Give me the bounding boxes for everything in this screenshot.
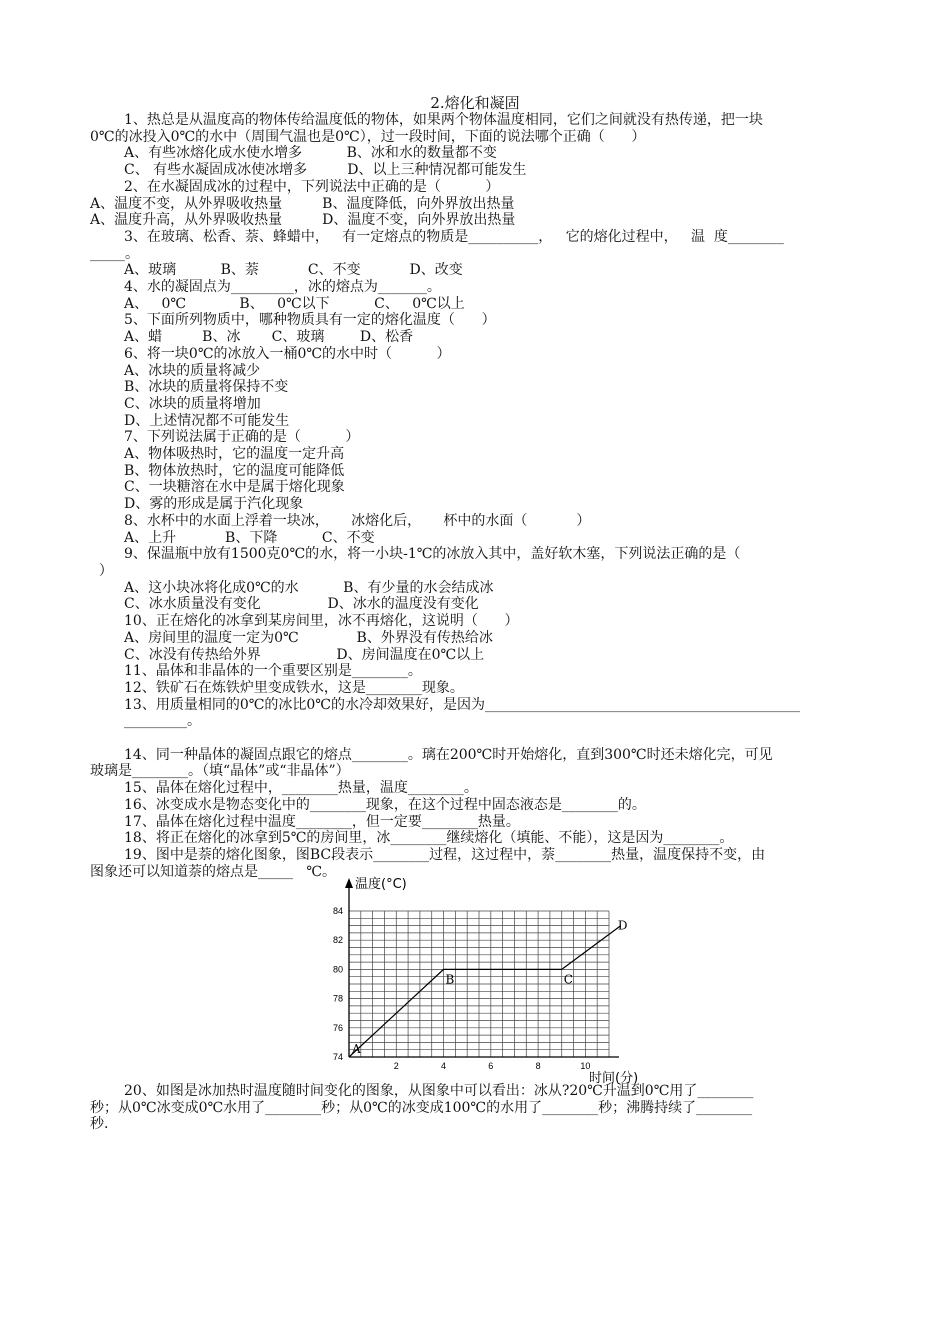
text-line: C、 有些水凝固成冰使冰增多 D、以上三种情况都可能发生: [124, 162, 527, 179]
x-tick-label: 10: [580, 1061, 591, 1071]
text-line: 玻璃是________。（填“晶体”或“非晶体”）: [90, 763, 350, 780]
page-title: 2.熔化和凝固: [430, 94, 520, 112]
question-20: [90, 1083, 860, 1133]
x-tick-label: 4: [441, 1061, 447, 1071]
x-tick-label: 8: [535, 1061, 541, 1071]
text-line: 图象还可以知道萘的熔点是_____ ℃。: [90, 863, 337, 880]
text-line: 8、水杯中的水面上浮着一块冰， 冰熔化后， 杯中的水面（ ）: [124, 512, 591, 529]
text-line: A、房间里的温度一定为0℃ B、外界没有传热给冰: [124, 629, 493, 646]
question-lines: [90, 112, 860, 880]
y-tick-label: 76: [332, 1022, 343, 1033]
text-line: 14、同一种晶体的凝固点跟它的熔点________。璃在200℃时开始熔化，直到300℃时还未熔化完，可见: [124, 746, 773, 763]
x-tick-label: 2: [393, 1061, 399, 1071]
text-line: _____。: [90, 245, 139, 262]
text-line: A、蜡 B、冰 C、玻璃 D、松香: [124, 329, 414, 346]
text-line: 13、用质量相同的0℃的冰比0℃的水冷却效果好，是因为_____________________________________________: [124, 696, 800, 713]
text-line: C、冰没有传热给外界 D、房间温度在0℃以上: [124, 646, 485, 663]
text-line: 3、在玻璃、松香、萘、蜂蜡中， 有一定熔点的物质是__________， 它的熔化过程中， 温 度________: [124, 228, 784, 245]
text-line: 1、热总是从温度高的物体传给温度低的物体，如果两个物体温度相同，它们之间就没有热传递，把一块: [124, 112, 763, 128]
y-tick-label: 82: [332, 935, 343, 946]
y-tick-label: 78: [332, 993, 343, 1004]
text-line: D、雾的形成是属于汽化现象: [124, 496, 304, 513]
text-line: 20、如图是冰加热时温度随时间变化的图象，从图象中可以看出：冰从?20℃升温到0℃用了________: [124, 1083, 754, 1099]
text-line: 10、正在熔化的冰拿到某房间里，冰不再熔化，这说明（ ）: [124, 613, 519, 630]
x-tick-label: 6: [488, 1061, 494, 1071]
text-line: B、冰块的质量将保持不变: [124, 379, 289, 396]
text-line: 0℃的冰投入0℃的水中（周围气温也是0℃），过一段时间，下面的说法哪个正确（ ）: [90, 128, 646, 145]
y-tick-label: 84: [332, 906, 343, 916]
text-line: A、玻璃 B、萘 C、不变 D、改变: [124, 262, 463, 279]
y-axis-label: 温度(°C): [355, 877, 407, 892]
text-line: ）: [90, 562, 113, 579]
text-line: A、 0℃ B、 0℃以下 C、 0℃以上: [124, 295, 465, 312]
melting-chart: [324, 870, 664, 1085]
text-line: 11、晶体和非晶体的一个重要区别是________。: [124, 663, 422, 680]
text-line: A、有些冰熔化成水使水增多 B、冰和水的数量都不变: [124, 145, 497, 162]
text-line: A、温度升高，从外界吸收热量 D、温度不变，向外界放出热量: [90, 212, 516, 229]
text-line: A、物体吸热时，它的温度一定升高: [124, 446, 345, 463]
text-line: A、这小块冰将化成0℃的水 B、有少量的水会结成冰: [124, 579, 494, 596]
text-line: 16、冰变成水是物态变化中的________现象，在这个过程中固态液态是________的。: [124, 796, 646, 813]
text-line: 9、保温瓶中放有1500克0℃的水，将一小块-1℃的冰放入其中，盖好软木塞，下列说法正确的是（: [124, 546, 741, 563]
text-line: 秒.: [90, 1116, 109, 1133]
text-line: B、物体放热时，它的温度可能降低: [124, 462, 345, 479]
worksheet: [90, 94, 860, 880]
text-line: C、冰水质量没有变化 D、冰水的温度没有变化: [124, 596, 479, 613]
chart-svg: [324, 870, 664, 1085]
y-axis-arrow: [345, 878, 353, 888]
point-label: C: [563, 972, 573, 987]
x-axis-label: 时间(分): [589, 1071, 639, 1085]
point-label: A: [352, 1042, 361, 1056]
text-line: 17、晶体在熔化过程中温度________，但一定要________热量。: [124, 813, 520, 830]
text-line: A、上升 B、下降 C、不变: [124, 529, 375, 546]
text-line: 12、铁矿石在炼铁炉里变成铁水，这是________现象。: [124, 679, 464, 696]
text-line: 15、晶体在熔化过程中，________热量，温度________。: [124, 780, 478, 797]
text-line: 7、下列说法属于正确的是（ ）: [124, 429, 360, 446]
text-line: C、冰块的质量将增加: [124, 395, 261, 412]
text-line: _________。: [124, 713, 201, 730]
point-label: D: [617, 918, 628, 933]
text-line: 4、水的凝固点为_________，冰的熔点为_______。: [124, 279, 441, 296]
text-line: 秒；从0℃冰变成0℃水用了________秒；从0℃的冰变成100℃的水用了________秒；沸腾持续了________: [90, 1099, 753, 1116]
text-line: 19、图中是萘的熔化图象，图BC段表示________过程，这过程中，萘________热量，温度保持不变，由: [124, 846, 766, 863]
point-label: B: [445, 972, 455, 987]
y-tick-label: 74: [332, 1052, 343, 1062]
text-line: 5、下面所列物质中，哪种物质具有一定的熔化温度（ ）: [124, 312, 496, 329]
text-line: D、上述情况都不可能发生: [124, 412, 290, 429]
y-tick-label: 80: [332, 964, 343, 975]
text-line: A、温度不变，从外界吸收热量 B、温度降低，向外界放出热量: [90, 195, 515, 212]
text-line: A、冰块的质量将减少: [124, 362, 261, 379]
text-line: 18、将正在熔化的冰拿到5℃的房间里，冰________继续熔化（填能、不能），这是因为________。: [124, 830, 734, 847]
text-line: [90, 730, 860, 747]
text-line: 6、将一块0℃的冰放入一桶0℃的水中时（ ）: [124, 345, 451, 362]
text-line: C、一块糖溶在水中是属于熔化现象: [124, 479, 345, 496]
text-line: 2、在水凝固成冰的过程中，下列说法中正确的是（ ）: [124, 178, 500, 195]
